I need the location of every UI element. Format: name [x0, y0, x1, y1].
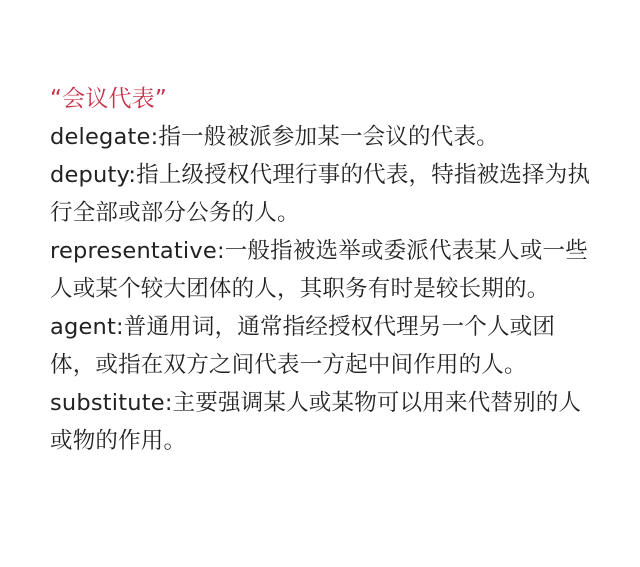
entry-term: substitute	[50, 390, 165, 416]
entry-deputy	[50, 156, 600, 232]
entry-term: representative	[50, 238, 217, 264]
entry-definition: :指一般被派参加某一会议的代表。	[150, 124, 499, 150]
entry-term: delegate	[50, 124, 151, 150]
entry-representative	[50, 232, 600, 308]
entry-definition: :普通用词，通常指经授权代理另一个人或团体，或指在双方之间代表一方起中间作用的人。	[50, 314, 556, 378]
entry-term: agent	[50, 314, 116, 340]
entry-delegate	[50, 118, 600, 156]
entry-substitute	[50, 384, 600, 460]
entry-definition: :指上级授权代理行事的代表，特指被选择为执行全部或部分公务的人。	[50, 162, 591, 226]
entry-agent	[50, 308, 600, 384]
entry-definition: :主要强调某人或某物可以用来代替别的人或物的作用。	[50, 390, 582, 454]
document-body	[50, 80, 600, 460]
section-title: “会议代表”	[50, 86, 168, 112]
entry-term: deputy	[50, 162, 129, 188]
entry-definition: :一般指被选举或委派代表某人或一些人或某个较大团体的人，其职务有时是较长期的。	[50, 238, 588, 302]
